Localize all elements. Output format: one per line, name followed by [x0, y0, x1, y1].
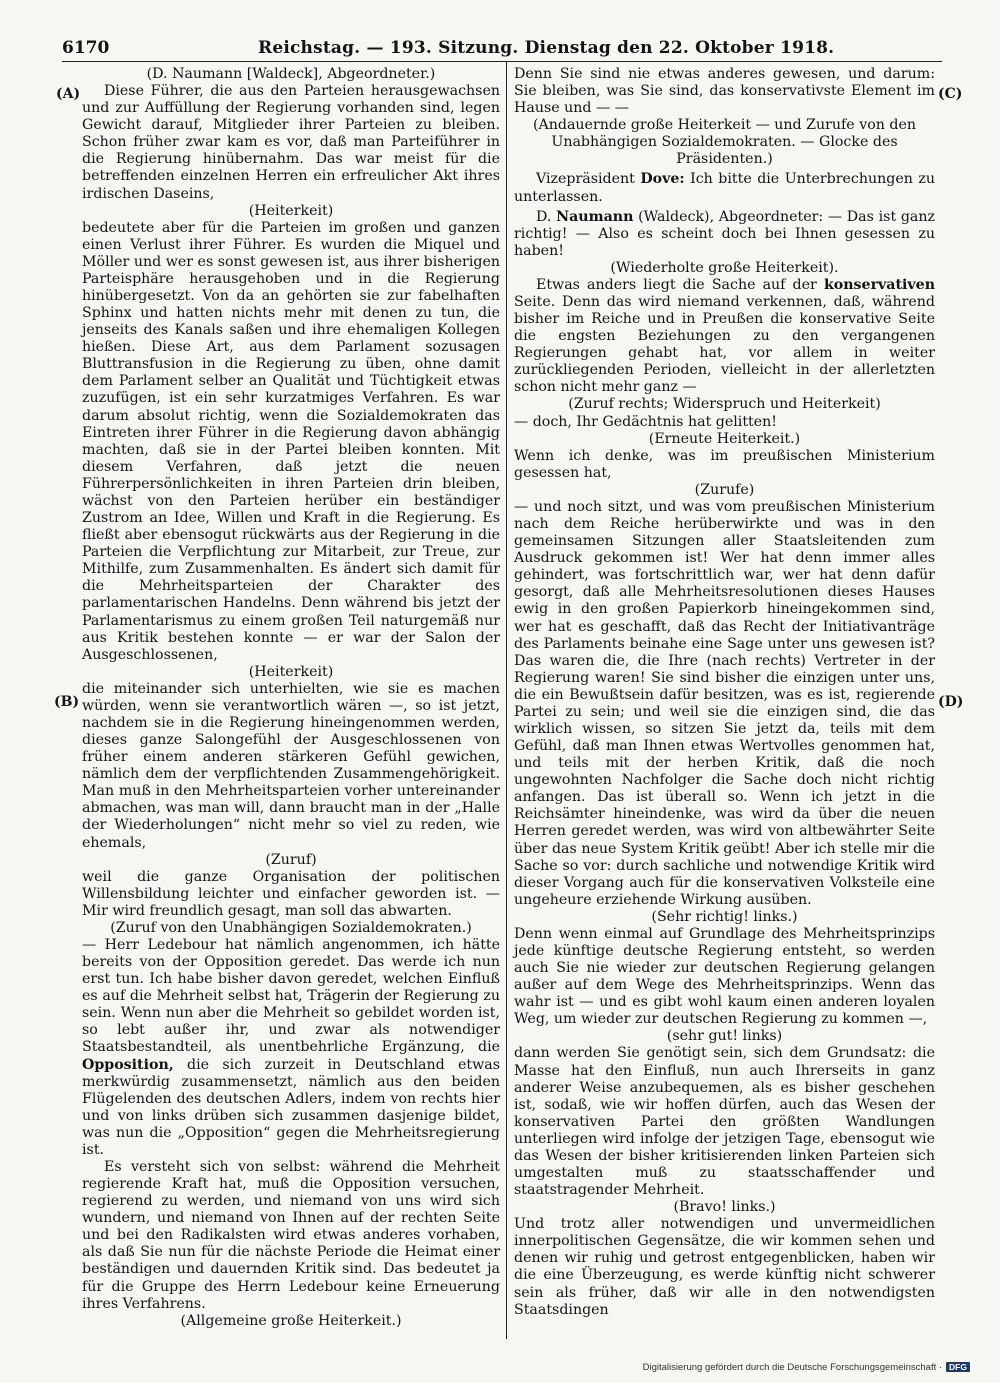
emphasis-opposition: Opposition,	[82, 1056, 174, 1073]
interjection: (sehr gut! links)	[666, 1028, 783, 1045]
paragraph: — und noch sitzt, und was vom preußischen Ministerium nach dem Reiche herüberwirkte und was in den gemeinsamen Sitzungen aller Staatsleitenden zum Ausdruck gekommen ist! Wer hat denn immer alles gehindert, was fortschrittlich war, wer hat denn dafür gesorgt, daß alle Mehrheitsresolutionen dieses Hauses ewig in den großen Papierkorb hineingekommen sind, wer hat es geschafft, daß das Recht der Initiativanträge des Parlaments beinahe eine Sage unter uns gewesen ist? Das waren die, die Ihre (nach rechts) Vertreter in der Regierung waren! Sie sind bisher die einzigen unter uns, die ein Bewußtsein dafür besitzen, was es ist, regierende Partei zu sein; und weil sie die einzigen sind, die das wirklich wissen, so sitzen Sie jetzt da, teils mit dem Gefühl, daß man Ihnen etwas Wertvolles genommen hat, und teils mit der herben Kritik, daß die noch ungewohnten Nachfolger die Sache doch nicht richtig anfangen. Das ist überall so. Wenn ich jetzt in die Reichsämter hineindenke, was wird da über die neuen Herren geredet werden, was wird von altbewährter Seite über das neue System Kritik geübt! Aber ich stelle mir die Sache so vor: durch sachliche und notwendige Kritik wird dieser Vorgang auch für die konservativen Volksteile eine ungeheure erziehende Wirkung ausüben.	[514, 498, 935, 908]
emphasis-konservativen: konservativen	[823, 276, 936, 293]
interjection: (Erneute Heiterkeit.)	[648, 430, 801, 447]
speaker-line: (D. Naumann [Waldeck], Abgeordneter.)	[146, 66, 436, 82]
speaker-paragraph	[514, 209, 935, 260]
paragraph-text: Seite. Denn das wird niemand verkennen, daß, während bisher im Reiche und in Preußen die konservative Seite die engsten Beziehungen zu den vergangenen Regierungen gehabt hat, vor allem in weiter zurückliegenden Perioden, vielleicht in der allerletzten schon nicht mehr ganz —	[514, 294, 935, 396]
running-title: Reichstag. — 193. Sitzung. Dienstag den 22. Oktober 1918.	[258, 38, 835, 58]
interjection: (Sehr richtig! links.)	[651, 908, 798, 925]
interjection: (Allgemeine große Heiterkeit.)	[180, 1312, 402, 1329]
paragraph: weil die ganze Organisation der politischen Willensbildung leichter und einfacher geworden ist. — Mir wird freundlich gesagt, man soll das abwarten.	[82, 868, 500, 919]
interjection: (Zurufe)	[694, 481, 755, 498]
digitization-footer	[643, 1362, 970, 1373]
paragraph-text: die sich zurzeit in Deutschland etwas merkwürdig zusammensetzt, nämlich aus den beiden Flügelenden des deutschen Adlers, indem von rechts hier und von links drüben sich zusammen dasjenige bildet, was nun die „Opposition“ gegen die Mehrheitsregierung ist.	[82, 1056, 500, 1158]
paragraph-text: (Waldeck), Abgeordneter: — Das ist ganz richtig! — Also es scheint doch bei Ihnen gesessen zu haben!	[514, 208, 936, 259]
paragraph	[514, 277, 935, 397]
paragraph: Wenn ich denke, was im preußischen Ministerium gesessen hat,	[514, 447, 935, 481]
paragraph: bedeutete aber für die Parteien im großen und ganzen einen Verlust ihrer Führer. Es wurden die Miquel und Möller und wer es sonst gewesen ist, aus ihrer bisherigen Parteisphäre herausgehoben und in die Regierung hinübergesetzt. Von da an gehörten sie zur fabelhaften Sphinx und hatten nichts mehr mit denen zu tun, die jenseits des Kanals saßen und ihre ehemaligen Kollegen hießen. Diese Art, aus dem Parlament sozusagen Bluttransfusion in die Regierung zu üben, ohne damit dem Parlament selber an Qualität und Tüchtigkeit etwas zuzufügen, ist ein sehr kurzatmiges Verfahren. Es war darum absolut richtig, wenn die Sozialdemokraten das Eintreten ihrer Führer in die Regierung davon abhängig machten, daß sie in der Partei bleiben konnten. Mit diesem Verfahren, daß jetzt die neuen Führerpersönlichkeiten in ihren Parteien drin bleiben, wächst von den Parteien herüber ein beständiger Zustrom an Idee, Willen und Kraft in die Regierung. Es fließt aber ebensogut rückwärts aus der Regierung in die Parteien die Verpflichtung zur Mitarbeit, zur Treue, zur Mithilfe, zum Zusammenhalten. Es ändert sich damit für die Mehrheitsparteien der Charakter des parlamentarischen Handelns. Denn während bis jetzt der Parlamentarismus zu einem großen Teil naturgemäß nur aus Kritik bestehen konnte — er war der Salon der Ausgeschlossenen,	[82, 219, 500, 663]
paragraph: dann werden Sie genötigt sein, sich dem Grundsatz: die Masse hat den Einfluß, nun auch Ihrerseits in ganz anderer Weise anzubequemen, als es bisher geschehen ist, sodaß, wie wir hoffen dürfen, auch das Wesen der konservativen Partei den größten Wandlungen unterliegen wird infolge der jetzigen Tage, ebensogut wie das Wesen der bisher kritisierenden linken Parteien sich umgestalten muß zu staatsschaffender und staatstragender Mehrheit.	[514, 1045, 935, 1199]
interjection: (Heiterkeit)	[248, 202, 334, 219]
dfg-logo: DFG	[946, 1362, 970, 1372]
paragraph: Denn wenn einmal auf Grundlage des Mehrheitsprinzips jede künftige deutsche Regierung entsteht, so werden auch Sie nie wieder zur deutschen Regierung gelangen außer auf dem Wege des Mehrheitsprinzips. Wenn das wahr ist — und es gibt wohl kaum einen anderen loyalen Weg, um wieder zur deutschen Regierung zu kommen —,	[514, 925, 935, 1028]
margin-marker-d: (D)	[938, 694, 964, 710]
paragraph-text: Etwas anders liegt die Sache auf der	[536, 276, 817, 293]
page-number: 6170	[62, 38, 110, 58]
margin-marker-a: (A)	[56, 86, 81, 102]
paragraph: Und trotz aller notwendigen und unvermeidlichen innerpolitischen Gegensätze, die wir kommen sehen und denen wir ruhig und getrost entgegenblicken, haben wir die eine Überzeugung, es werde künftig nicht schwerer sein als früher, daß wir alle in den notwendigsten Staatsdingen	[514, 1216, 935, 1318]
interjection: (Zuruf)	[265, 851, 317, 868]
margin-marker-b: (B)	[54, 694, 80, 710]
interjection: (Heiterkeit)	[248, 663, 334, 680]
paragraph	[82, 937, 500, 1159]
interjection: (Wiederholte große Heiterkeit).	[610, 259, 839, 276]
paragraph: Diese Führer, die aus den Parteien herausgewachsen und zur Auffüllung der Regierung vorhanden sind, legen Gewicht darauf, Mitglieder ihrer Parteien zu bleiben. Schon früher zwar kam es vor, daß man Parteiführer in die Regierung hinübernahm. Das war meist für die betreffenden einzelnen Herren ein erfreulicher Akt ihres irdischen Daseins,	[82, 83, 500, 202]
left-column	[82, 66, 500, 1330]
column-divider	[506, 62, 507, 1339]
speaker-role: Vizepräsident	[536, 171, 635, 188]
speaker-title: D.	[536, 208, 552, 225]
header-rule	[62, 61, 942, 62]
interjection: (Zuruf von den Unabhängigen Sozialdemokraten.)	[110, 919, 472, 936]
footer-text: Digitalisierung gefördert durch die Deutsche Forschungsgemeinschaft ·	[642, 1362, 943, 1373]
paragraph: — doch, Ihr Gedächtnis hat gelitten!	[514, 413, 777, 430]
speaker-paragraph	[514, 171, 935, 205]
interjection: (Andauernde große Heiterkeit — und Zurufe von den Unabhängigen Sozialdemokraten. — Glocke des Präsidenten.)	[532, 117, 917, 168]
margin-marker-c: (C)	[938, 86, 963, 102]
page-header	[62, 34, 942, 60]
paragraph-text: Ich bitte die Unterbrechungen zu unterlassen.	[514, 171, 935, 205]
right-column	[514, 66, 935, 1330]
paragraph: die miteinander sich unterhielten, wie sie es machen würden, wenn sie verantwortlich wären —, so ist jetzt, nachdem sie in die Regierung hineingenommen werden, dieses ganze Salongefühl der Ausgeschlossenen von früher einem anderen stärkeren Gefühl gewichen, nämlich dem der verpflichtenden Zusammengehörigkeit. Man muß in den Mehrheitsparteien vorher untereinander abmachen, was man will, dann braucht man in der „Halle der Wiederholungen“ nicht mehr so viel zu reden, wie ehemals,	[82, 680, 500, 851]
paragraph: Es versteht sich von selbst: während die Mehrheit regierende Kraft hat, muß die Opposition versuchen, regierend zu werden, und niemand von uns wird sich wundern, und niemand von Ihnen auf der rechten Seite und bei den Radikalsten wird etwas anderes vorhaben, als daß Sie nun für die nächste Periode die Heimat einer beständigen und dauernden Kritik sind. Das bedeutet ja für die Gruppe des Herrn Ledebour keine Erneuerung ihres Verfahrens.	[82, 1159, 500, 1312]
paragraph: Denn Sie sind nie etwas anderes gewesen, und darum: Sie bleiben, was Sie sind, das konservativste Element im Hause und — —	[514, 66, 935, 117]
speaker-name: Dove:	[640, 171, 685, 188]
interjection: (Bravo! links.)	[673, 1199, 776, 1216]
paragraph-text: — Herr Ledebour hat nämlich angenommen, ich hätte bereits von der Opposition geredet. Das werde ich nun erst tun. Ich habe bisher davon geredet, welchen Einfluß es auf die Mehrheit selbst hat, Trägerin der Regierung zu sein. Wenn nun aber die Mehrheit so gebildet worden ist, so lebt außer ihr, und zwar als notwendiger Staatsbestandteil, als unentbehrliche Ergänzung, die	[82, 936, 500, 1056]
speaker-name: Naumann	[556, 208, 634, 225]
interjection: (Zuruf rechts; Widerspruch und Heiterkeit)	[568, 396, 881, 413]
